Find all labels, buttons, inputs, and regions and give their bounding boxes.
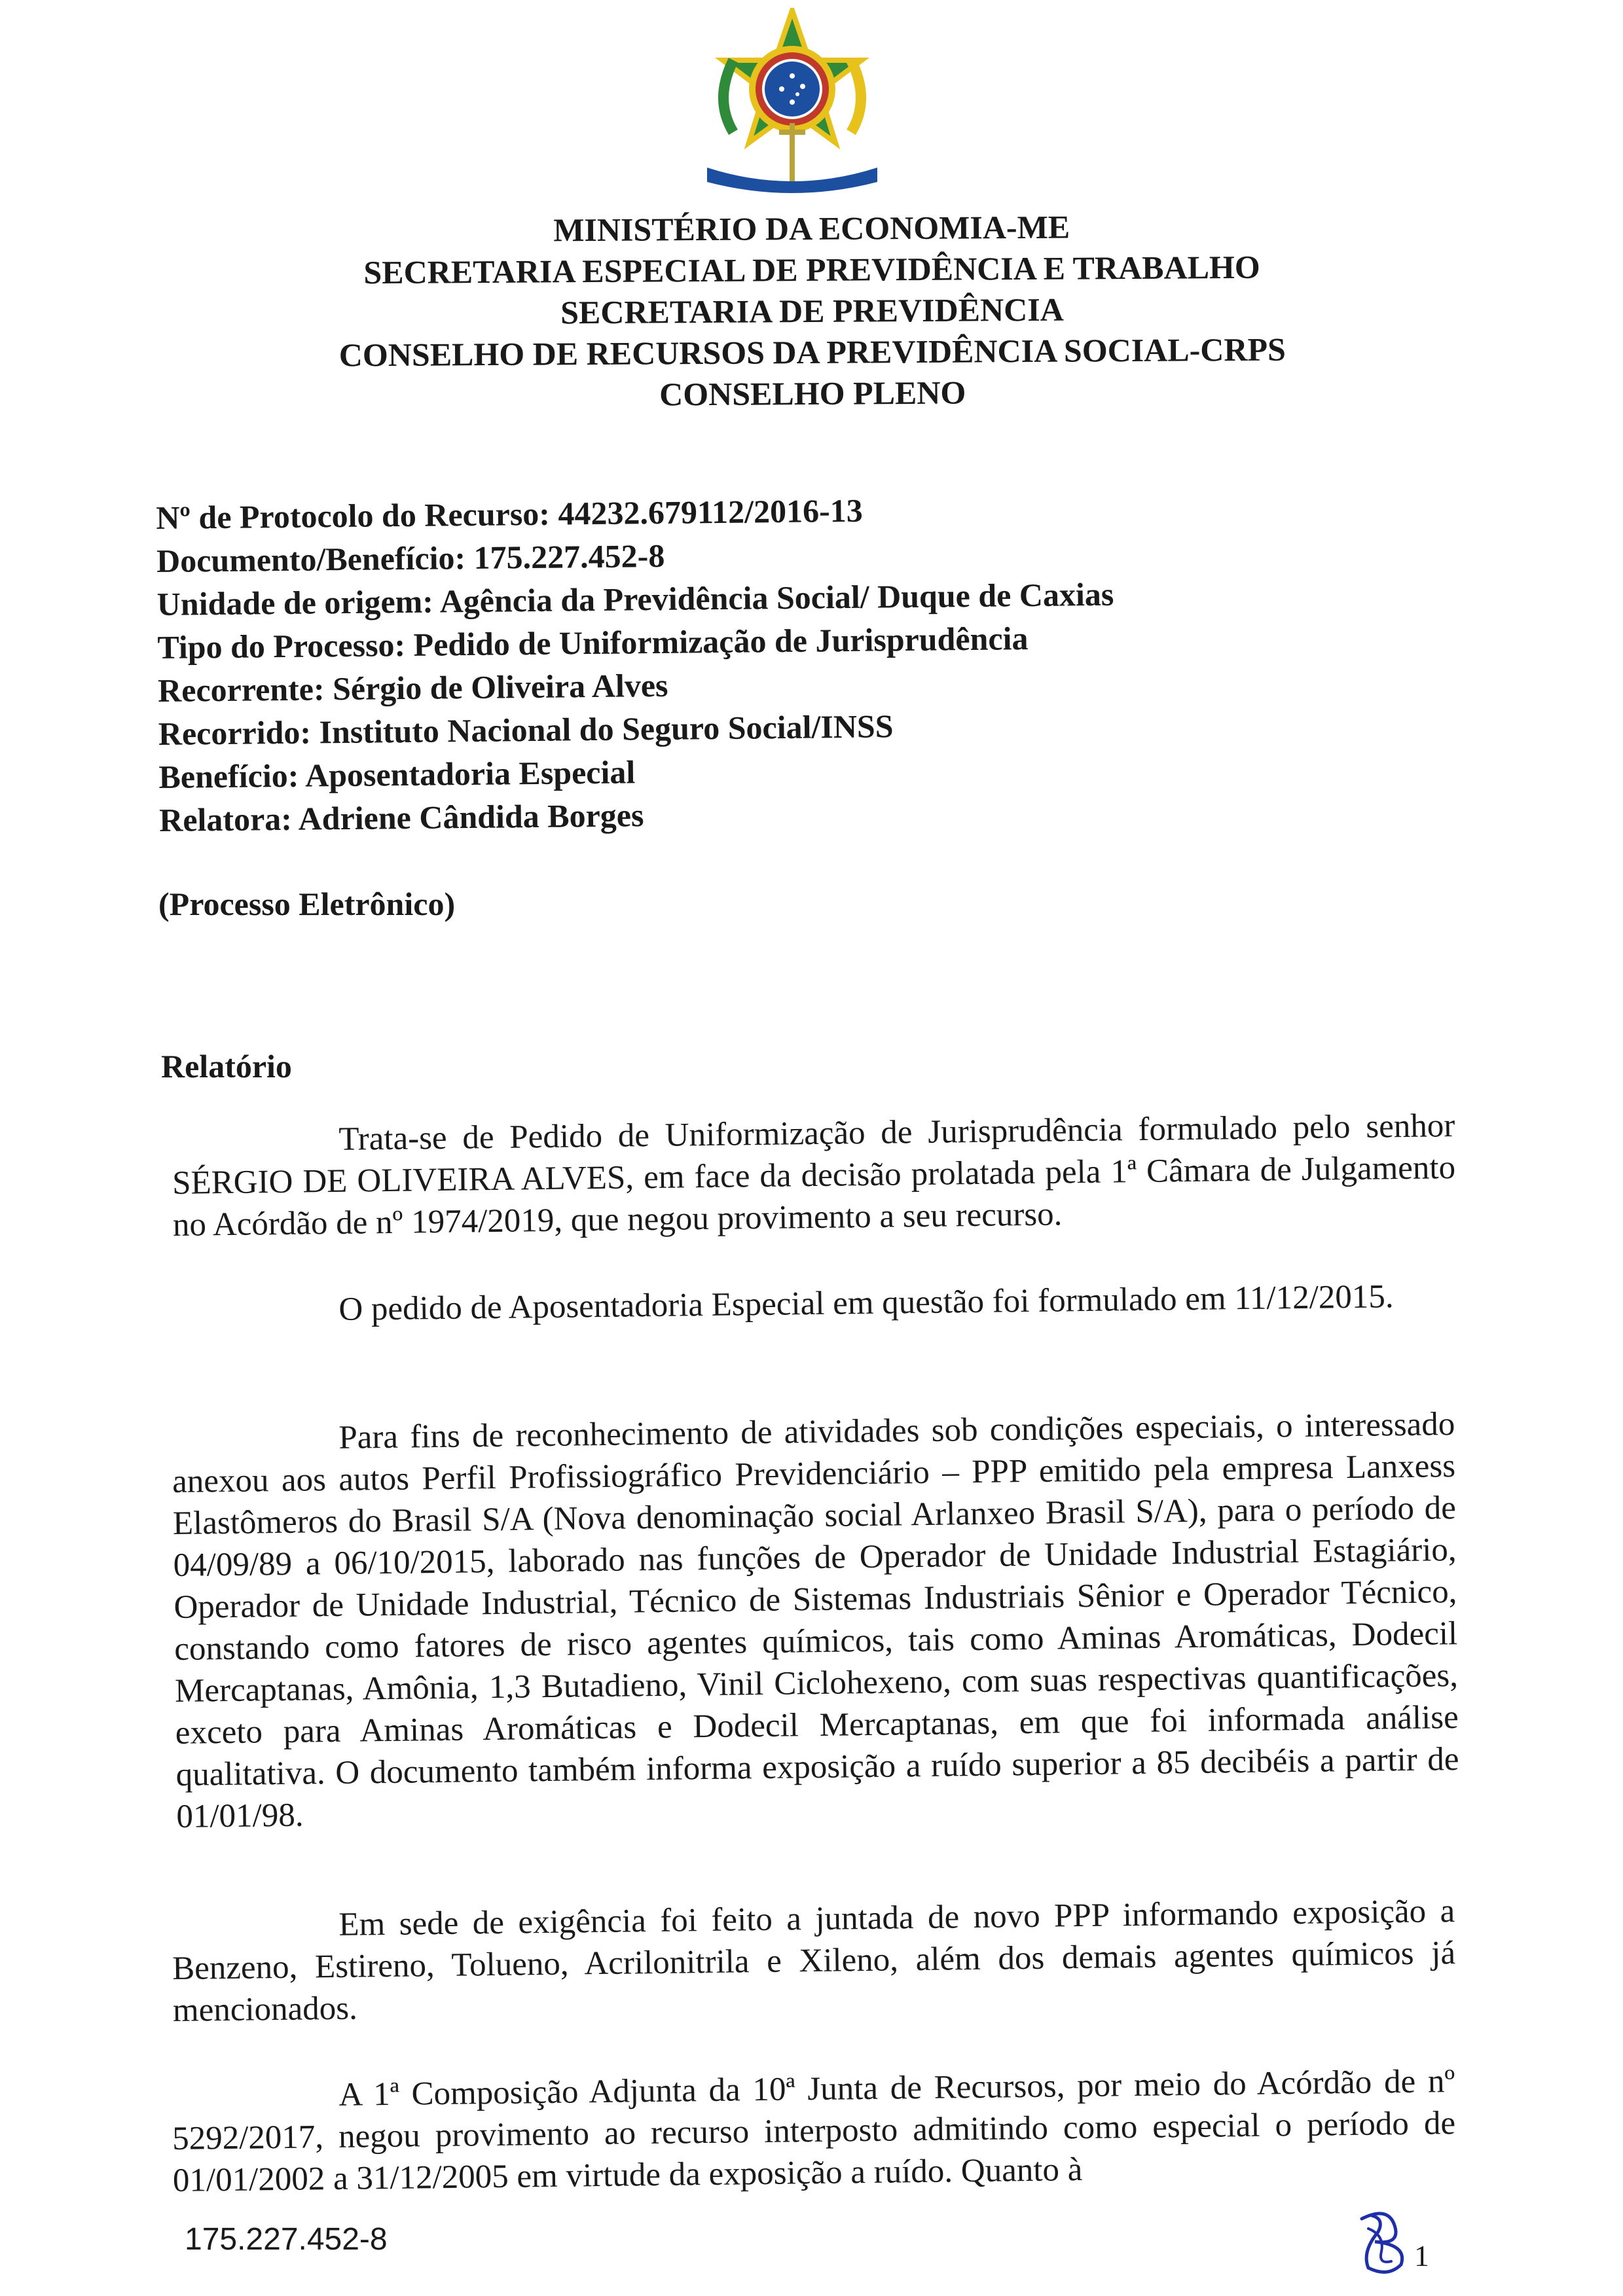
process-type: Tipo do Processo: Pedido de Uniformização de Jurisprudência: [157, 620, 1029, 666]
paragraph: O pedido de Aposentadoria Especial em questão foi formulado em 11/12/2015.: [338, 1278, 1394, 1328]
header-plenary: CONSELHO PLENO: [659, 374, 966, 413]
header-ministry: MINISTÉRIO DA ECONOMIA-ME: [553, 208, 1070, 249]
paragraph: Para fins de reconhecimento de atividades sob condições especiais, o interessado anexou aos autos Perfil Profissiográfico Previdenciário – PPP emitido pela empresa Lanxess Elastômeros do Brasil S/A (Nova denominação social Arlanxeo Brasil S/A), para o período de 04/09/89 a 06/10/2015, laborado nas funções de Operador de Unidade Industrial Estagiário, Operador de Unidade Industrial, Técnico de Sistemas Industriais Sênior e Operador Técnico, constando como fatores de risco agentes químicos, tais como Aminas Aromáticas, Dodecil Mercaptanas, Amônia, 1,3 Butadieno, Vinil Ciclohexeno, com suas respectivas quantificações, exceto para Aminas Aromáticas e Dodecil Mercaptanas, em que foi informada análise qualitativa. O documento também informa exposição a ruído superior a 85 decibéis a partir de 01/01/98.: [172, 1406, 1459, 1835]
appellee: Recorrido: Instituto Nacional do Seguro Social/INSS: [158, 708, 894, 752]
report-heading: Relatório: [161, 1048, 292, 1085]
paragraph: Em sede de exigência foi feito a juntada de novo PPP informando exposição a Benzeno, Estireno, Tolueno, Acrilonitrila e Xileno, além dos demais agentes químicos já mencionados.: [172, 1893, 1456, 2029]
document-header: [0, 203, 1623, 419]
rapporteur: Relatora: Adriene Cândida Borges: [158, 797, 644, 838]
case-metadata: [156, 486, 1116, 842]
origin-unit: Unidade de origem: Agência da Previdência Social/ Duque de Caxias: [156, 575, 1114, 622]
protocol-number: Nº de Protocolo do Recurso: 44232.679112/2016-13: [156, 492, 863, 536]
benefit-document: Documento/Benefício: 175.227.452-8: [156, 537, 665, 579]
header-special-secretariat: SECRETARIA ESPECIAL DE PREVIDÊNCIA E TRABALHO: [363, 248, 1260, 291]
footer-benefit-number: 175.227.452-8: [185, 2222, 388, 2257]
paragraph: Trata-se de Pedido de Uniformização de Jurisprudência formulado pelo senhor SÉRGIO DE OLIVEIRA ALVES, em face da decisão prolatada pela 1ª Câmara de Julgamento no Acórdão de nº 1974/2019, que negou provimento a seu recurso.: [172, 1107, 1456, 1244]
handwritten-initials: [1349, 2206, 1414, 2278]
page-number: 1: [1414, 2239, 1429, 2272]
paragraph: A 1ª Composição Adjunta da 10ª Junta de Recursos, por meio do Acórdão de nº 5292/2017, negou provimento ao recurso interposto admitindo como especial o período de 01/01/2002 a 31/12/2005 em virtude da exposição a ruído. Quanto à: [172, 2063, 1456, 2199]
header-secretariat: SECRETARIA DE PREVIDÊNCIA: [560, 291, 1064, 331]
header-council: CONSELHO DE RECURSOS DA PREVIDÊNCIA SOCIAL-CRPS: [338, 331, 1286, 374]
benefit-type: Benefício: Aposentadoria Especial: [158, 753, 636, 795]
coat-of-arms-emblem: [687, 8, 897, 204]
appellant: Recorrente: Sérgio de Oliveira Alves: [157, 666, 668, 709]
electronic-process-note: (Processo Eletrônico): [158, 886, 456, 922]
